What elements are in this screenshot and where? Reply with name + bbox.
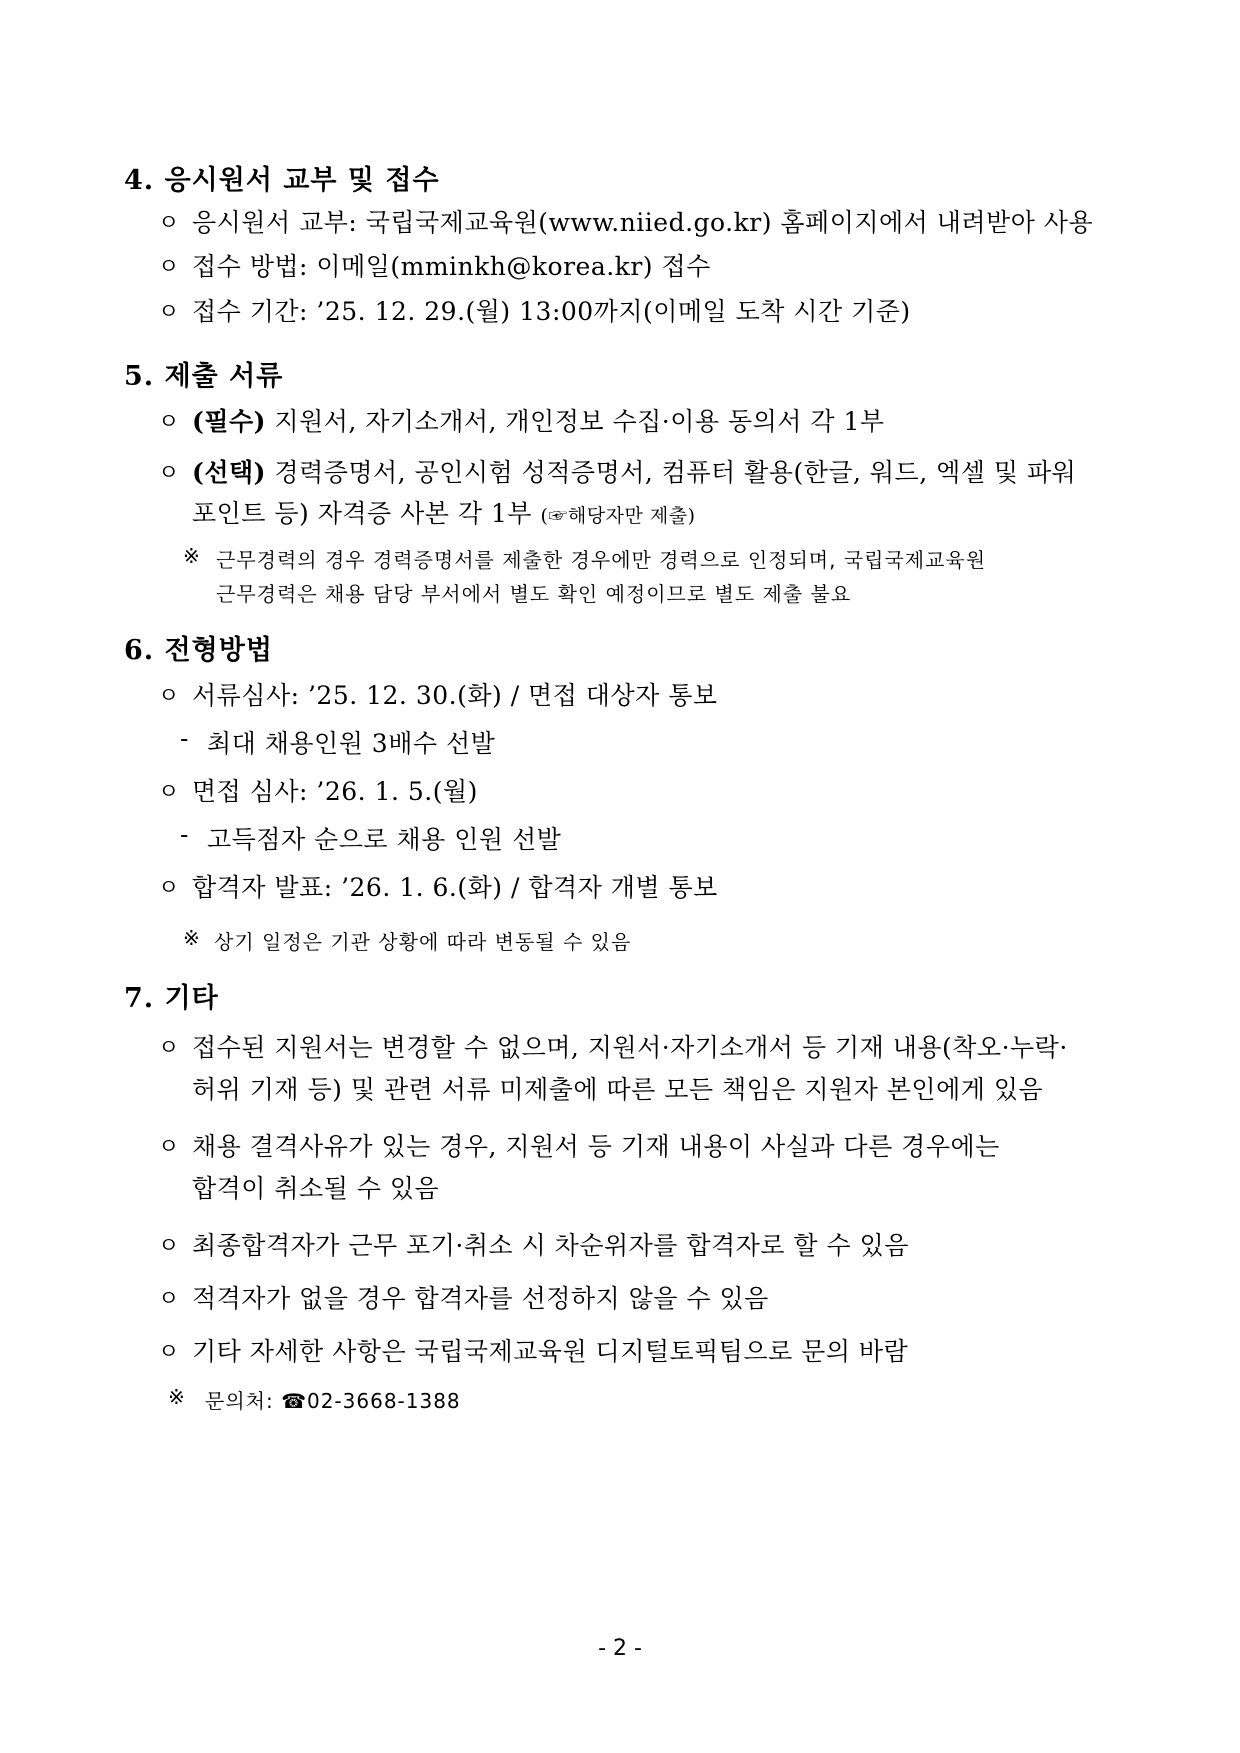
s5-item-1 bbox=[192, 402, 885, 438]
section-7-title: 7. 기타 bbox=[124, 983, 219, 1014]
bullet-icon: ㅇ bbox=[158, 255, 180, 280]
s5-note-line-1: 근무경력의 경우 경력증명서를 제출한 경우에만 경력으로 인정되며, 국립국제교육원 bbox=[216, 548, 987, 572]
section-4-title: 4. 응시원서 교부 및 접수 bbox=[124, 165, 440, 196]
s4-item-2: 접수 방법: 이메일(mminkh@korea.kr) 접수 bbox=[192, 252, 711, 281]
s7-item-2-line-1: 채용 결격사유가 있는 경우, 지원서 등 기재 내용이 사실과 다른 경우에는 bbox=[192, 1132, 1000, 1161]
bullet-icon: ㅇ bbox=[158, 1036, 180, 1061]
s7-item-1-line-2: 허위 기재 등) 및 관련 서류 미제출에 따른 모든 책임은 지원자 본인에게 있음 bbox=[192, 1075, 1044, 1104]
s7-item-1-line-1: 접수된 지원서는 변경할 수 없으며, 지원서·자기소개서 등 기재 내용(착오·누락· bbox=[192, 1033, 1068, 1062]
dash-icon: - bbox=[180, 724, 189, 753]
s6-note: 상기 일정은 기관 상황에 따라 변동될 수 있음 bbox=[214, 930, 632, 954]
s7-item-5: 기타 자세한 사항은 국립국제교육원 디지털토픽팀으로 문의 바람 bbox=[192, 1337, 909, 1366]
s5-item-2-cont-text: 포인트 등) 자격증 사본 각 1부 bbox=[192, 499, 533, 528]
bullet-icon: ㅇ bbox=[158, 300, 180, 325]
s7-item-4: 적격자가 없을 경우 합격자를 선정하지 않을 수 있음 bbox=[192, 1284, 769, 1313]
bullet-icon: ㅇ bbox=[158, 1135, 180, 1160]
s7-item-3: 최종합격자가 근무 포기·취소 시 차순위자를 합격자로 할 수 있음 bbox=[192, 1231, 909, 1260]
bullet-icon: ㅇ bbox=[158, 684, 180, 709]
s5-item-2-text: 경력증명서, 공인시험 성적증명서, 컴퓨터 활용(한글, 워드, 엑셀 및 파워 bbox=[274, 458, 1077, 487]
s7-item-2-line-2: 합격이 취소될 수 있음 bbox=[192, 1174, 440, 1203]
s6-item-2-sub: 고득점자 순으로 채용 인원 선발 bbox=[207, 825, 562, 854]
section-5-title: 5. 제출 서류 bbox=[124, 361, 284, 392]
s5-item-2-tag: (선택) bbox=[192, 458, 266, 487]
s5-item-2-continued bbox=[192, 494, 696, 530]
s5-item-2 bbox=[192, 453, 1076, 489]
s4-item-1: 응시원서 교부: 국립국제교육원(www.niied.go.kr) 홈페이지에서 내려받아 사용 bbox=[192, 208, 1094, 237]
bullet-icon: ㅇ bbox=[158, 876, 180, 901]
section-6-title: 6. 전형방법 bbox=[124, 635, 273, 666]
s5-item-2-small: (☞해당자만 제출) bbox=[540, 505, 696, 527]
bullet-icon: ㅇ bbox=[158, 1234, 180, 1259]
page-number: - 2 - bbox=[598, 1636, 642, 1661]
contact-phone: ☎02-3668-1388 bbox=[281, 1389, 461, 1413]
note-mark-icon: ※ bbox=[183, 544, 201, 568]
s5-item-1-tag: (필수) bbox=[192, 407, 266, 436]
dash-icon: - bbox=[180, 820, 189, 849]
s6-item-2: 면접 심사: ’26. 1. 5.(월) bbox=[192, 777, 478, 806]
note-mark-icon: ※ bbox=[183, 926, 201, 950]
bullet-icon: ㅇ bbox=[158, 410, 180, 435]
bullet-icon: ㅇ bbox=[158, 780, 180, 805]
s4-item-3: 접수 기간: ’25. 12. 29.(월) 13:00까지(이메일 도착 시간 기준) bbox=[192, 297, 911, 326]
bullet-icon: ㅇ bbox=[158, 1340, 180, 1365]
contact-label: 문의처: bbox=[205, 1389, 274, 1413]
s6-item-3: 합격자 발표: ’26. 1. 6.(화) / 합격자 개별 통보 bbox=[192, 873, 718, 902]
bullet-icon: ㅇ bbox=[158, 461, 180, 486]
s5-note-line-2: 근무경력은 채용 담당 부서에서 별도 확인 예정이므로 별도 제출 불요 bbox=[216, 582, 852, 606]
bullet-icon: ㅇ bbox=[158, 211, 180, 236]
contact-line bbox=[205, 1385, 461, 1414]
s5-item-1-text: 지원서, 자기소개서, 개인정보 수집·이용 동의서 각 1부 bbox=[274, 407, 885, 436]
s6-item-1: 서류심사: ’25. 12. 30.(화) / 면접 대상자 통보 bbox=[192, 681, 718, 710]
bullet-icon: ㅇ bbox=[158, 1287, 180, 1312]
s6-item-1-sub: 최대 채용인원 3배수 선발 bbox=[207, 729, 496, 758]
note-mark-icon: ※ bbox=[168, 1385, 186, 1409]
